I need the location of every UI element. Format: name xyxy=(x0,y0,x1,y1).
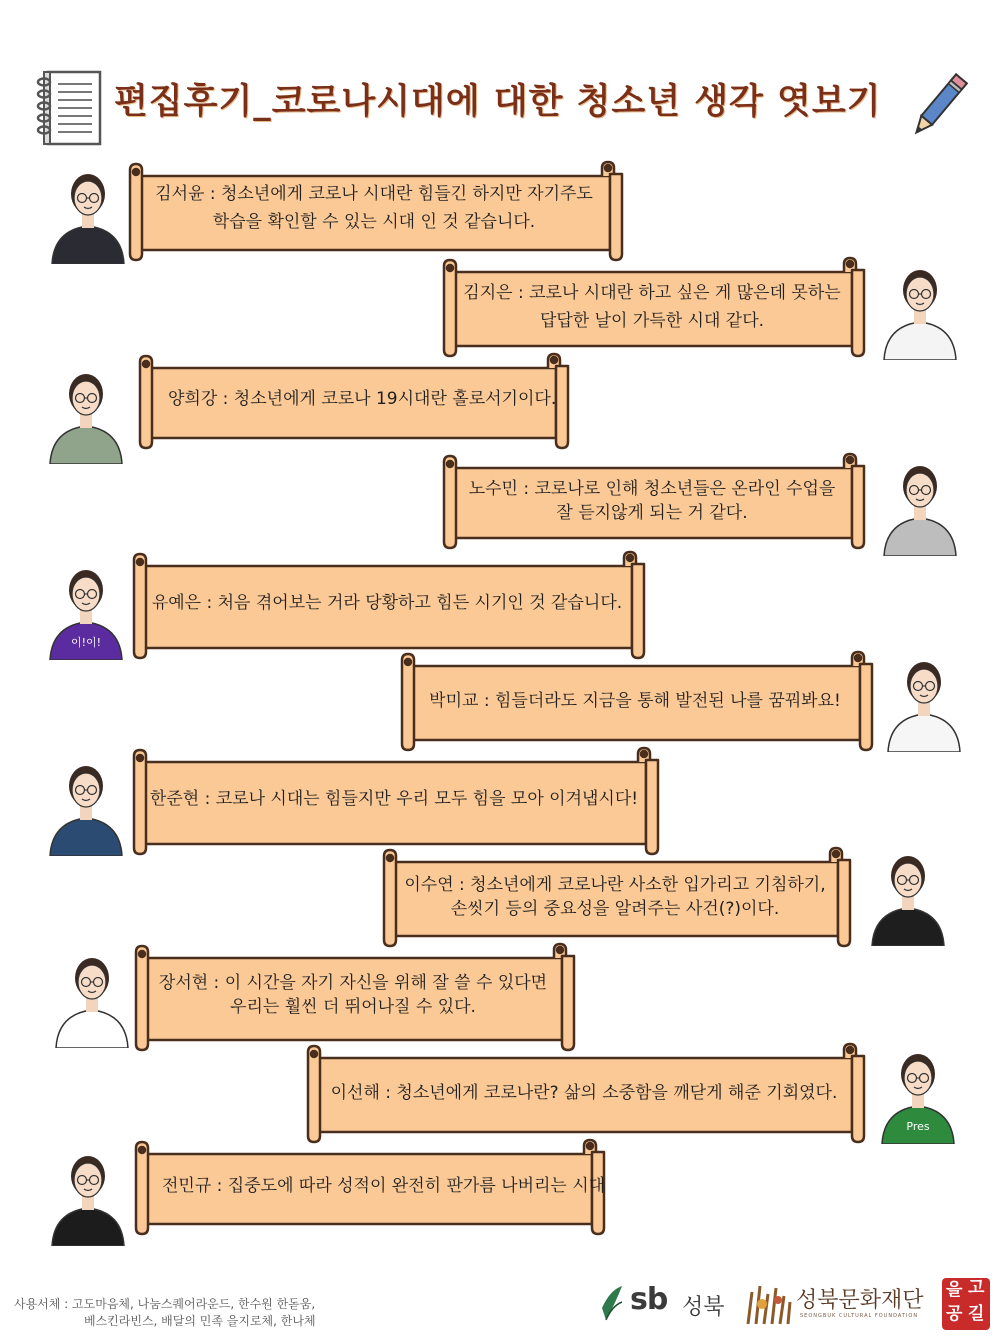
comment-line: 우리는 훨씬 더 뛰어나질 수 있다. xyxy=(230,997,476,1017)
comment-line: 양희강 : 청소년에게 코로나 19시대란 홀로서기이다. xyxy=(168,389,557,409)
avatar xyxy=(866,842,950,946)
avatar xyxy=(46,1142,130,1246)
comment-line: 이선해 : 청소년에게 코로나란? 삶의 소중함을 깨닫게 해준 기회였다. xyxy=(330,1083,838,1103)
comment-line: 박미교 : 힘들더라도 지금을 통해 발전된 나를 꿈꿔봐요! xyxy=(429,691,841,711)
avatar xyxy=(882,648,966,752)
avatar xyxy=(44,556,128,660)
stamp-char: 을 xyxy=(946,1280,963,1300)
comment-scroll xyxy=(440,256,872,356)
pencil-icon xyxy=(902,70,972,146)
comment-scroll xyxy=(132,1138,612,1234)
avatar xyxy=(878,256,962,360)
avatar xyxy=(46,160,130,264)
avatar xyxy=(44,360,128,464)
comment-line: 손씻기 등의 중요성을 알려주는 사건(?)이다. xyxy=(450,899,780,919)
comment-line: 장서현 : 이 시간을 자기 자신을 위해 잘 쓸 수 있다면 xyxy=(158,973,548,993)
font-credits-line: 베스킨라빈스, 배달의 민족 을지로체, 한나체 xyxy=(84,1314,316,1328)
avatar xyxy=(878,452,962,556)
shirt-text: Pres xyxy=(906,1120,930,1133)
stamp-char: 공 xyxy=(946,1304,963,1324)
font-credits xyxy=(14,1296,354,1330)
font-credits-line: 사용서체 : 고도마음체, 나눔스퀘어라운드, 한수원 한돋움, xyxy=(14,1297,316,1311)
title-row xyxy=(30,66,980,152)
page-title: 편집후기_코로나시대에 대한 청소년 생각 엿보기 xyxy=(114,82,882,122)
comment-scroll xyxy=(126,160,630,260)
comment-line: 김서윤 : 청소년에게 코로나 시대란 힘들긴 하지만 자기주도 xyxy=(155,184,593,204)
red-stamp-logo xyxy=(942,1278,990,1330)
comment-line: 노수민 : 코로나로 인해 청소년들은 온라인 수업을 xyxy=(468,479,836,499)
avatar xyxy=(44,752,128,856)
shirt-text: 이!이! xyxy=(70,636,102,649)
comment-line: 김지은 : 코로나 시대란 하고 싶은 게 많은데 못하는 xyxy=(463,283,841,303)
comment-scroll xyxy=(130,550,652,658)
comment-scroll xyxy=(440,452,872,548)
foundation-logo: 성북문화재단 xyxy=(796,1288,924,1313)
comment-scroll xyxy=(380,846,858,946)
notebook-icon xyxy=(34,68,106,148)
stamp-char: 고 xyxy=(968,1278,985,1298)
comment-line: 한준현 : 코로나 시대는 힘들지만 우리 모두 힘을 모아 이겨냅시다! xyxy=(149,789,639,809)
comment-scroll xyxy=(132,942,582,1050)
comment-scroll xyxy=(398,650,880,750)
avatar xyxy=(876,1040,960,1144)
comment-line: 유예은 : 처음 겪어보는 거라 당황하고 힘든 시기인 것 같습니다. xyxy=(151,593,623,613)
comment-scroll xyxy=(304,1042,872,1142)
comment-line: 전민규 : 집중도에 따라 성적이 완전히 판가름 나버리는 시대 xyxy=(162,1176,606,1196)
sb-logo-korean: 성북 xyxy=(682,1295,725,1320)
foundation-logo-subtitle: SEONGBUK CULTURAL FOUNDATION xyxy=(800,1313,919,1319)
comment-scroll xyxy=(136,352,576,448)
comment-line: 학습을 확인할 수 있는 시대 인 것 같습니다. xyxy=(212,212,536,232)
comment-line: 이수연 : 청소년에게 코로나란 사소한 입가리고 기침하기, xyxy=(404,875,826,895)
comment-line: 잘 듣지않게 되는 거 같다. xyxy=(556,503,748,523)
comment-line: 답답한 날이 가득한 시대 같다. xyxy=(539,311,765,331)
sb-logo: sb xyxy=(630,1282,668,1317)
avatar xyxy=(50,944,134,1048)
comment-scroll xyxy=(130,746,666,854)
stamp-char: 길 xyxy=(968,1304,985,1324)
